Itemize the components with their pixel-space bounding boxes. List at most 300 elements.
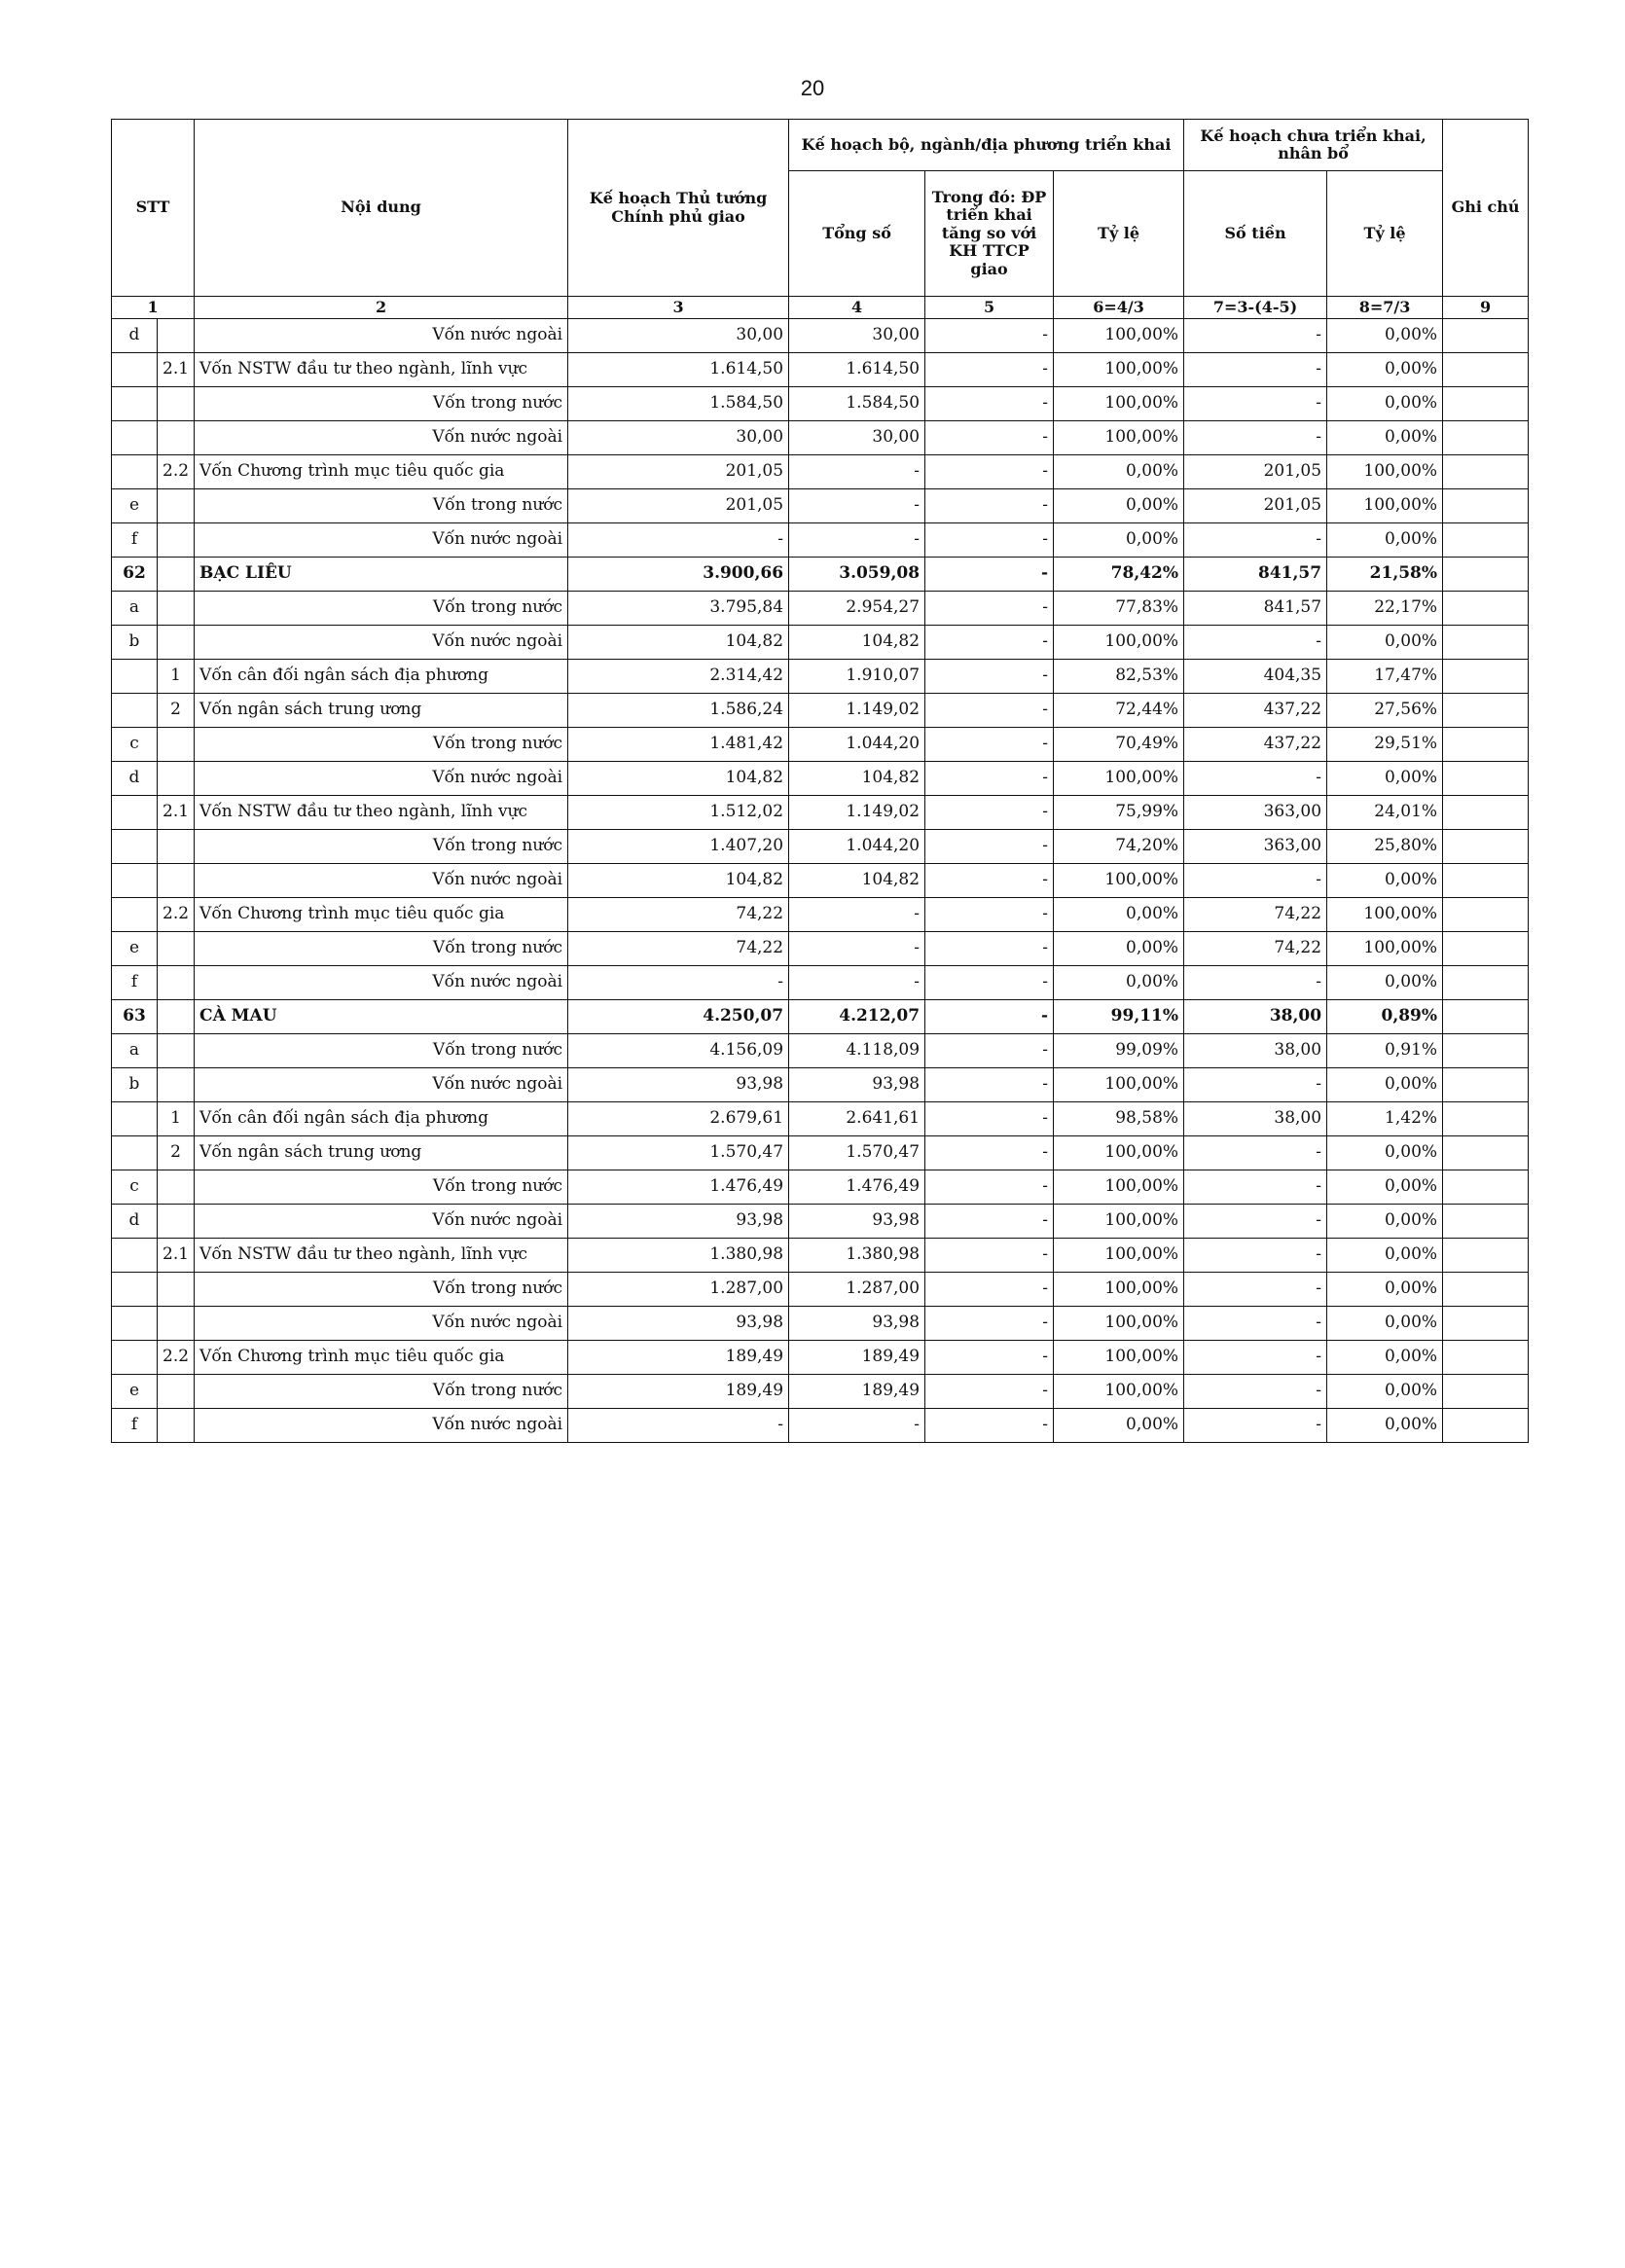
- cell-ty-le: 100,00%: [1054, 762, 1184, 796]
- cell-sub-stt: 2: [158, 1136, 195, 1170]
- cell-ty-le-2: 17,47%: [1327, 660, 1443, 694]
- cell-tong-so: 1.910,07: [789, 660, 925, 694]
- cell-ty-le: 0,00%: [1054, 523, 1184, 558]
- cell-so-tien: -: [1184, 1341, 1327, 1375]
- header-noi-dung: Nội dung: [195, 120, 568, 297]
- cell-ty-le-2: 0,00%: [1327, 353, 1443, 387]
- header-group-chua-trien-khai: Kế hoạch chưa triển khai, nhân bổ: [1184, 120, 1443, 171]
- cell-trong-do: -: [925, 489, 1054, 523]
- cell-stt: [112, 455, 158, 489]
- cell-tong-so: 189,49: [789, 1341, 925, 1375]
- cell-sub-stt: [158, 1068, 195, 1102]
- cell-ke-hoach-ttcp: 74,22: [568, 932, 789, 966]
- cell-stt: [112, 1136, 158, 1170]
- cell-trong-do: -: [925, 1000, 1054, 1034]
- table-row: [112, 660, 1529, 694]
- cell-ty-le: 0,00%: [1054, 966, 1184, 1000]
- table-body: [112, 319, 1529, 1443]
- cell-tong-so: -: [789, 932, 925, 966]
- cell-ty-le: 99,09%: [1054, 1034, 1184, 1068]
- table-row: [112, 1068, 1529, 1102]
- header-stt: STT: [112, 120, 195, 297]
- cell-content: Vốn nước ngoài: [195, 1205, 568, 1239]
- cell-content: Vốn trong nước: [195, 1375, 568, 1409]
- cell-ty-le-2: 25,80%: [1327, 830, 1443, 864]
- header-group-trien-khai: Kế hoạch bộ, ngành/địa phương triển khai: [789, 120, 1184, 171]
- cell-content: Vốn cân đối ngân sách địa phương: [195, 1102, 568, 1136]
- cell-ty-le-2: 0,00%: [1327, 1170, 1443, 1205]
- cell-tong-so: 2.641,61: [789, 1102, 925, 1136]
- cell-ghi-chu: [1443, 1034, 1529, 1068]
- cell-so-tien: 74,22: [1184, 932, 1327, 966]
- cell-ghi-chu: [1443, 830, 1529, 864]
- cell-content: CÀ MAU: [195, 1000, 568, 1034]
- cell-so-tien: -: [1184, 1205, 1327, 1239]
- cell-ty-le-2: 21,58%: [1327, 558, 1443, 592]
- cell-ty-le-2: 22,17%: [1327, 592, 1443, 626]
- cell-so-tien: -: [1184, 1068, 1327, 1102]
- cell-content: Vốn ngân sách trung ương: [195, 1136, 568, 1170]
- cell-so-tien: -: [1184, 1307, 1327, 1341]
- cell-trong-do: -: [925, 932, 1054, 966]
- cell-so-tien: -: [1184, 387, 1327, 421]
- cell-sub-stt: [158, 1409, 195, 1443]
- cell-ty-le: 99,11%: [1054, 1000, 1184, 1034]
- cell-tong-so: 104,82: [789, 864, 925, 898]
- cell-ke-hoach-ttcp: 93,98: [568, 1205, 789, 1239]
- cell-trong-do: -: [925, 728, 1054, 762]
- cell-tong-so: 1.044,20: [789, 830, 925, 864]
- cell-tong-so: 1.614,50: [789, 353, 925, 387]
- cell-stt: [112, 1102, 158, 1136]
- cell-ghi-chu: [1443, 523, 1529, 558]
- cell-ghi-chu: [1443, 898, 1529, 932]
- cell-ty-le-2: 100,00%: [1327, 489, 1443, 523]
- cell-tong-so: 30,00: [789, 319, 925, 353]
- cell-stt: e: [112, 932, 158, 966]
- cell-stt: f: [112, 966, 158, 1000]
- cell-tong-so: 189,49: [789, 1375, 925, 1409]
- cell-ghi-chu: [1443, 1273, 1529, 1307]
- cell-ghi-chu: [1443, 626, 1529, 660]
- cell-trong-do: -: [925, 1205, 1054, 1239]
- cell-ty-le-2: 24,01%: [1327, 796, 1443, 830]
- cell-ty-le: 100,00%: [1054, 1136, 1184, 1170]
- cell-stt: d: [112, 319, 158, 353]
- cell-ty-le: 100,00%: [1054, 626, 1184, 660]
- cell-ty-le: 78,42%: [1054, 558, 1184, 592]
- cell-sub-stt: [158, 1307, 195, 1341]
- cell-ty-le-2: 0,00%: [1327, 1136, 1443, 1170]
- cell-ke-hoach-ttcp: 2.679,61: [568, 1102, 789, 1136]
- cell-ghi-chu: [1443, 932, 1529, 966]
- cell-ty-le: 0,00%: [1054, 932, 1184, 966]
- cell-trong-do: -: [925, 1375, 1054, 1409]
- column-number: 5: [925, 297, 1054, 319]
- cell-trong-do: -: [925, 455, 1054, 489]
- cell-stt: d: [112, 762, 158, 796]
- header-so-tien: Số tiền: [1184, 171, 1327, 297]
- cell-content: Vốn Chương trình mục tiêu quốc gia: [195, 455, 568, 489]
- cell-stt: [112, 660, 158, 694]
- cell-trong-do: -: [925, 319, 1054, 353]
- cell-ghi-chu: [1443, 1068, 1529, 1102]
- cell-content: Vốn trong nước: [195, 1273, 568, 1307]
- table-row: [112, 558, 1529, 592]
- cell-content: Vốn trong nước: [195, 592, 568, 626]
- cell-ghi-chu: [1443, 421, 1529, 455]
- table-row: [112, 1375, 1529, 1409]
- cell-ke-hoach-ttcp: 4.250,07: [568, 1000, 789, 1034]
- cell-sub-stt: [158, 864, 195, 898]
- cell-ty-le-2: 0,00%: [1327, 864, 1443, 898]
- cell-sub-stt: [158, 319, 195, 353]
- cell-tong-so: 1.287,00: [789, 1273, 925, 1307]
- table-row: [112, 421, 1529, 455]
- cell-ghi-chu: [1443, 694, 1529, 728]
- cell-trong-do: -: [925, 966, 1054, 1000]
- cell-ty-le: 100,00%: [1054, 1068, 1184, 1102]
- cell-ty-le-2: 0,00%: [1327, 421, 1443, 455]
- cell-ke-hoach-ttcp: 1.512,02: [568, 796, 789, 830]
- cell-ty-le: 100,00%: [1054, 353, 1184, 387]
- table-row: [112, 592, 1529, 626]
- cell-ty-le: 70,49%: [1054, 728, 1184, 762]
- cell-ty-le: 0,00%: [1054, 455, 1184, 489]
- cell-ghi-chu: [1443, 1136, 1529, 1170]
- cell-ke-hoach-ttcp: -: [568, 966, 789, 1000]
- cell-sub-stt: [158, 1375, 195, 1409]
- cell-ty-le-2: 0,00%: [1327, 1341, 1443, 1375]
- cell-sub-stt: [158, 558, 195, 592]
- cell-ke-hoach-ttcp: 201,05: [568, 489, 789, 523]
- cell-ty-le: 100,00%: [1054, 1170, 1184, 1205]
- cell-stt: b: [112, 1068, 158, 1102]
- cell-ty-le-2: 0,00%: [1327, 387, 1443, 421]
- cell-ghi-chu: [1443, 353, 1529, 387]
- header-ke-hoach-ttcp: Kế hoạch Thủ tướng Chính phủ giao: [568, 120, 789, 297]
- cell-trong-do: -: [925, 1136, 1054, 1170]
- cell-tong-so: 4.118,09: [789, 1034, 925, 1068]
- cell-content: Vốn trong nước: [195, 728, 568, 762]
- cell-tong-so: 1.570,47: [789, 1136, 925, 1170]
- cell-ke-hoach-ttcp: 104,82: [568, 864, 789, 898]
- cell-ke-hoach-ttcp: 30,00: [568, 421, 789, 455]
- cell-stt: 62: [112, 558, 158, 592]
- cell-ke-hoach-ttcp: 93,98: [568, 1307, 789, 1341]
- cell-ke-hoach-ttcp: 1.476,49: [568, 1170, 789, 1205]
- cell-ghi-chu: [1443, 1341, 1529, 1375]
- cell-so-tien: 74,22: [1184, 898, 1327, 932]
- cell-ty-le-2: 0,00%: [1327, 1307, 1443, 1341]
- cell-tong-so: 1.476,49: [789, 1170, 925, 1205]
- cell-sub-stt: [158, 1273, 195, 1307]
- table-row: [112, 489, 1529, 523]
- cell-content: Vốn trong nước: [195, 1034, 568, 1068]
- cell-ty-le-2: 0,00%: [1327, 1068, 1443, 1102]
- cell-ke-hoach-ttcp: 189,49: [568, 1375, 789, 1409]
- cell-ty-le-2: 0,89%: [1327, 1000, 1443, 1034]
- cell-tong-so: 2.954,27: [789, 592, 925, 626]
- cell-tong-so: 4.212,07: [789, 1000, 925, 1034]
- cell-content: BẠC LIÊU: [195, 558, 568, 592]
- cell-trong-do: -: [925, 898, 1054, 932]
- cell-sub-stt: 2.1: [158, 353, 195, 387]
- cell-ke-hoach-ttcp: 1.586,24: [568, 694, 789, 728]
- column-number: 9: [1443, 297, 1529, 319]
- cell-ty-le: 100,00%: [1054, 1239, 1184, 1273]
- cell-ty-le: 100,00%: [1054, 1273, 1184, 1307]
- cell-sub-stt: [158, 1205, 195, 1239]
- cell-content: Vốn nước ngoài: [195, 1068, 568, 1102]
- column-number: 2: [195, 297, 568, 319]
- page-number: 20: [800, 76, 825, 100]
- table-row: [112, 966, 1529, 1000]
- cell-trong-do: -: [925, 1409, 1054, 1443]
- cell-trong-do: -: [925, 626, 1054, 660]
- table-row: [112, 864, 1529, 898]
- cell-ty-le: 74,20%: [1054, 830, 1184, 864]
- cell-tong-so: -: [789, 898, 925, 932]
- cell-content: Vốn nước ngoài: [195, 421, 568, 455]
- cell-ty-le-2: 0,00%: [1327, 319, 1443, 353]
- header-tong-so: Tổng số: [789, 171, 925, 297]
- cell-content: Vốn nước ngoài: [195, 319, 568, 353]
- cell-content: Vốn NSTW đầu tư theo ngành, lĩnh vực: [195, 1239, 568, 1273]
- cell-so-tien: 38,00: [1184, 1102, 1327, 1136]
- table-row: [112, 523, 1529, 558]
- cell-ty-le-2: 0,00%: [1327, 1239, 1443, 1273]
- cell-ty-le: 98,58%: [1054, 1102, 1184, 1136]
- cell-sub-stt: [158, 1000, 195, 1034]
- cell-tong-so: 1.149,02: [789, 694, 925, 728]
- cell-ty-le-2: 0,00%: [1327, 762, 1443, 796]
- table-row: [112, 1307, 1529, 1341]
- cell-ke-hoach-ttcp: 1.584,50: [568, 387, 789, 421]
- cell-tong-so: -: [789, 489, 925, 523]
- cell-content: Vốn trong nước: [195, 830, 568, 864]
- cell-trong-do: -: [925, 762, 1054, 796]
- cell-ghi-chu: [1443, 966, 1529, 1000]
- cell-trong-do: -: [925, 387, 1054, 421]
- cell-ke-hoach-ttcp: 74,22: [568, 898, 789, 932]
- cell-sub-stt: 1: [158, 1102, 195, 1136]
- cell-ke-hoach-ttcp: 1.570,47: [568, 1136, 789, 1170]
- cell-so-tien: -: [1184, 1273, 1327, 1307]
- cell-sub-stt: [158, 387, 195, 421]
- cell-ghi-chu: [1443, 1000, 1529, 1034]
- cell-ghi-chu: [1443, 592, 1529, 626]
- cell-content: Vốn nước ngoài: [195, 523, 568, 558]
- cell-trong-do: -: [925, 1239, 1054, 1273]
- cell-stt: c: [112, 1170, 158, 1205]
- cell-so-tien: -: [1184, 966, 1327, 1000]
- column-number: 3: [568, 297, 789, 319]
- cell-ke-hoach-ttcp: 1.287,00: [568, 1273, 789, 1307]
- cell-stt: [112, 353, 158, 387]
- cell-stt: [112, 1341, 158, 1375]
- cell-ghi-chu: [1443, 558, 1529, 592]
- table-row: [112, 1102, 1529, 1136]
- cell-ke-hoach-ttcp: -: [568, 1409, 789, 1443]
- cell-ty-le-2: 0,00%: [1327, 1375, 1443, 1409]
- cell-ty-le: 75,99%: [1054, 796, 1184, 830]
- cell-sub-stt: [158, 592, 195, 626]
- cell-so-tien: -: [1184, 626, 1327, 660]
- table-row: [112, 762, 1529, 796]
- cell-ghi-chu: [1443, 796, 1529, 830]
- table-row: [112, 1409, 1529, 1443]
- cell-so-tien: -: [1184, 1409, 1327, 1443]
- cell-sub-stt: [158, 626, 195, 660]
- cell-ke-hoach-ttcp: 189,49: [568, 1341, 789, 1375]
- cell-content: Vốn ngân sách trung ương: [195, 694, 568, 728]
- cell-ke-hoach-ttcp: 1.407,20: [568, 830, 789, 864]
- table-row: [112, 728, 1529, 762]
- cell-content: Vốn NSTW đầu tư theo ngành, lĩnh vực: [195, 796, 568, 830]
- table-row: [112, 1273, 1529, 1307]
- cell-ty-le-2: 100,00%: [1327, 455, 1443, 489]
- cell-tong-so: 1.584,50: [789, 387, 925, 421]
- column-number-row: [112, 297, 1529, 319]
- cell-ty-le-2: 29,51%: [1327, 728, 1443, 762]
- cell-trong-do: -: [925, 830, 1054, 864]
- cell-tong-so: 93,98: [789, 1307, 925, 1341]
- budget-table: [111, 119, 1529, 1443]
- cell-stt: 63: [112, 1000, 158, 1034]
- cell-sub-stt: [158, 489, 195, 523]
- cell-so-tien: -: [1184, 421, 1327, 455]
- cell-tong-so: -: [789, 966, 925, 1000]
- cell-ke-hoach-ttcp: 4.156,09: [568, 1034, 789, 1068]
- header-trong-do: Trong đó: ĐP triển khai tăng so với KH TTCP giao: [925, 171, 1054, 297]
- cell-so-tien: 201,05: [1184, 455, 1327, 489]
- column-number: 1: [112, 297, 195, 319]
- cell-so-tien: 38,00: [1184, 1034, 1327, 1068]
- cell-ghi-chu: [1443, 1102, 1529, 1136]
- cell-ghi-chu: [1443, 864, 1529, 898]
- cell-ke-hoach-ttcp: 104,82: [568, 626, 789, 660]
- cell-ty-le: 0,00%: [1054, 1409, 1184, 1443]
- cell-ty-le: 100,00%: [1054, 864, 1184, 898]
- cell-stt: [112, 421, 158, 455]
- cell-so-tien: 437,22: [1184, 694, 1327, 728]
- cell-ty-le-2: 0,00%: [1327, 523, 1443, 558]
- cell-stt: [112, 830, 158, 864]
- cell-ty-le: 100,00%: [1054, 421, 1184, 455]
- cell-ghi-chu: [1443, 1239, 1529, 1273]
- cell-ghi-chu: [1443, 762, 1529, 796]
- cell-sub-stt: 2.2: [158, 1341, 195, 1375]
- cell-ty-le-2: 100,00%: [1327, 898, 1443, 932]
- cell-stt: e: [112, 489, 158, 523]
- cell-ty-le: 100,00%: [1054, 1307, 1184, 1341]
- cell-so-tien: 841,57: [1184, 592, 1327, 626]
- cell-ty-le-2: 27,56%: [1327, 694, 1443, 728]
- cell-sub-stt: [158, 728, 195, 762]
- cell-sub-stt: 2.2: [158, 898, 195, 932]
- cell-trong-do: -: [925, 592, 1054, 626]
- cell-trong-do: -: [925, 353, 1054, 387]
- cell-content: Vốn nước ngoài: [195, 762, 568, 796]
- cell-trong-do: -: [925, 421, 1054, 455]
- cell-ke-hoach-ttcp: 1.614,50: [568, 353, 789, 387]
- cell-trong-do: -: [925, 796, 1054, 830]
- table-row: [112, 694, 1529, 728]
- cell-sub-stt: [158, 1034, 195, 1068]
- cell-ke-hoach-ttcp: 104,82: [568, 762, 789, 796]
- cell-stt: [112, 387, 158, 421]
- cell-trong-do: -: [925, 1102, 1054, 1136]
- cell-ty-le: 72,44%: [1054, 694, 1184, 728]
- cell-ke-hoach-ttcp: 1.481,42: [568, 728, 789, 762]
- cell-stt: [112, 864, 158, 898]
- column-number: 6=4/3: [1054, 297, 1184, 319]
- cell-sub-stt: [158, 830, 195, 864]
- cell-ghi-chu: [1443, 728, 1529, 762]
- cell-tong-so: 1.380,98: [789, 1239, 925, 1273]
- cell-ke-hoach-ttcp: 201,05: [568, 455, 789, 489]
- cell-ke-hoach-ttcp: -: [568, 523, 789, 558]
- cell-content: Vốn trong nước: [195, 489, 568, 523]
- table-row: [112, 1239, 1529, 1273]
- table-row: [112, 455, 1529, 489]
- column-number: 8=7/3: [1327, 297, 1443, 319]
- cell-ty-le-2: 0,00%: [1327, 1273, 1443, 1307]
- cell-sub-stt: [158, 1170, 195, 1205]
- cell-ke-hoach-ttcp: 30,00: [568, 319, 789, 353]
- cell-so-tien: 38,00: [1184, 1000, 1327, 1034]
- table-row: [112, 1000, 1529, 1034]
- cell-ty-le-2: 0,91%: [1327, 1034, 1443, 1068]
- cell-sub-stt: [158, 762, 195, 796]
- cell-sub-stt: 2.1: [158, 796, 195, 830]
- table-row: [112, 387, 1529, 421]
- cell-trong-do: -: [925, 1273, 1054, 1307]
- cell-so-tien: 404,35: [1184, 660, 1327, 694]
- cell-trong-do: -: [925, 694, 1054, 728]
- cell-so-tien: -: [1184, 1375, 1327, 1409]
- cell-so-tien: -: [1184, 319, 1327, 353]
- cell-so-tien: -: [1184, 864, 1327, 898]
- cell-tong-so: -: [789, 455, 925, 489]
- cell-stt: d: [112, 1205, 158, 1239]
- cell-stt: [112, 1239, 158, 1273]
- cell-trong-do: -: [925, 558, 1054, 592]
- cell-content: Vốn Chương trình mục tiêu quốc gia: [195, 898, 568, 932]
- cell-tong-so: 104,82: [789, 762, 925, 796]
- table-row: [112, 932, 1529, 966]
- cell-sub-stt: [158, 966, 195, 1000]
- cell-so-tien: -: [1184, 762, 1327, 796]
- cell-so-tien: 363,00: [1184, 830, 1327, 864]
- cell-ghi-chu: [1443, 1205, 1529, 1239]
- table-row: [112, 1034, 1529, 1068]
- cell-content: Vốn nước ngoài: [195, 1409, 568, 1443]
- cell-ghi-chu: [1443, 1375, 1529, 1409]
- cell-sub-stt: [158, 523, 195, 558]
- cell-stt: [112, 1307, 158, 1341]
- cell-ty-le-2: 0,00%: [1327, 1205, 1443, 1239]
- cell-so-tien: 437,22: [1184, 728, 1327, 762]
- cell-sub-stt: [158, 932, 195, 966]
- cell-sub-stt: 2: [158, 694, 195, 728]
- cell-stt: b: [112, 626, 158, 660]
- cell-trong-do: -: [925, 1068, 1054, 1102]
- cell-ty-le: 0,00%: [1054, 489, 1184, 523]
- table-row: [112, 898, 1529, 932]
- cell-tong-so: 3.059,08: [789, 558, 925, 592]
